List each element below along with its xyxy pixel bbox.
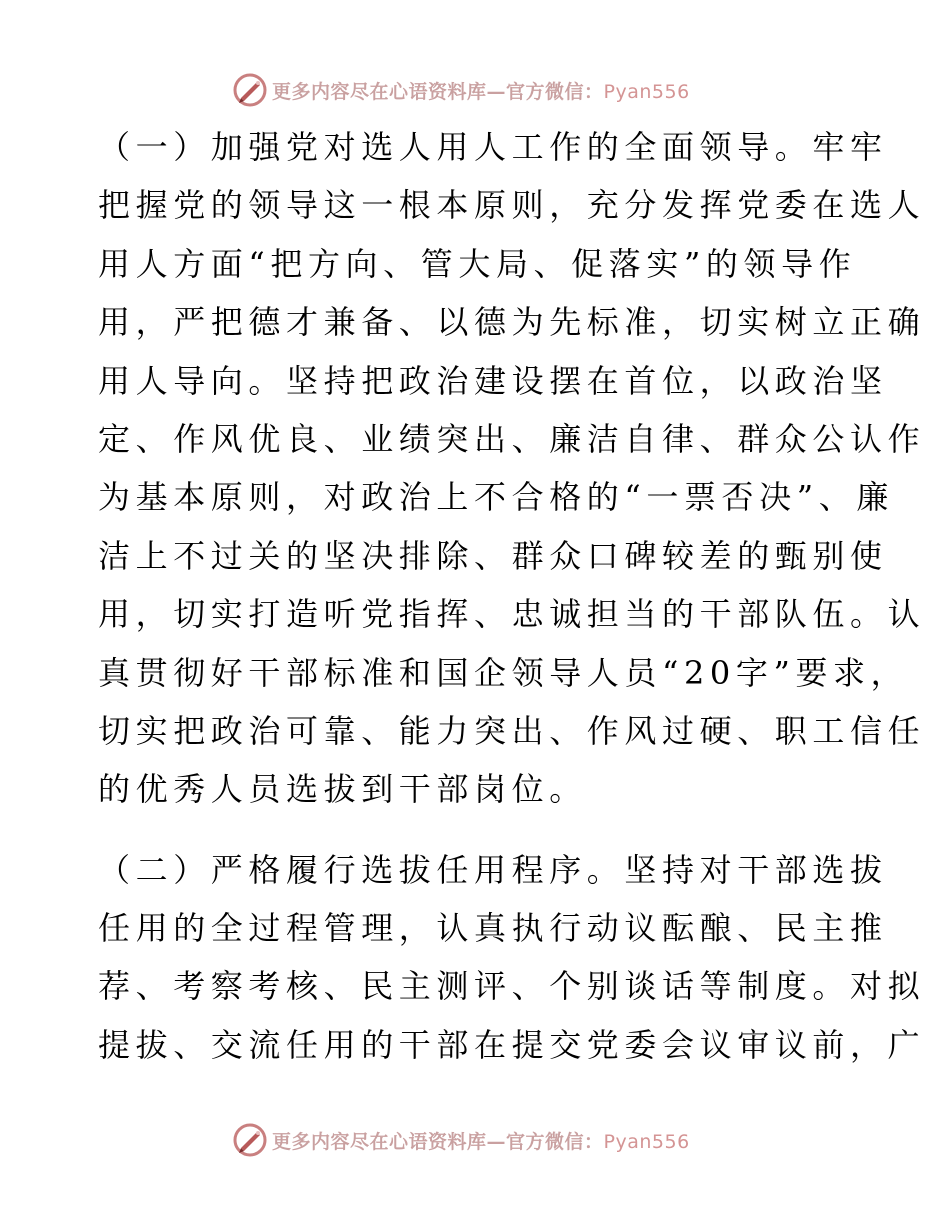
text-line: （一）加强党对选人用人工作的全面领导。牢牢 xyxy=(98,128,888,166)
text-line: 用人导向。坚持把政治建设摆在首位，以政治坚 xyxy=(98,361,888,400)
watermark-banner-bottom xyxy=(232,1120,690,1160)
text-line: 荐、考察考核、民主测评、个别谈话等制度。对拟 xyxy=(98,967,926,1006)
watermark-site-name: 更多内容尽在心语资料库 xyxy=(272,80,487,103)
text-line: 真贯彻好干部标准和国企领导人员“20字”要求， xyxy=(98,653,909,692)
watermark-text xyxy=(272,1127,690,1154)
pen-circle-logo-icon xyxy=(232,72,268,108)
watermark-dash: — xyxy=(486,1130,507,1153)
watermark-account: Pyan556 xyxy=(603,80,690,103)
paragraph-2 xyxy=(98,841,926,1075)
document-body xyxy=(98,118,926,1074)
text-line: 为基本原则，对政治上不合格的“一票否决”、廉 xyxy=(98,478,894,517)
text-line: 的优秀人员选拔到干部岗位。 xyxy=(98,770,587,809)
watermark-text xyxy=(272,77,690,104)
paragraph-1 xyxy=(98,118,926,819)
text-line: 任用的全过程管理，认真执行动议酝酿、民主推 xyxy=(98,909,888,948)
watermark-wechat-label: 官方微信： xyxy=(506,80,604,103)
watermark-dash: — xyxy=(486,80,507,103)
text-line: 用人方面“把方向、管大局、促落实”的领导作 xyxy=(98,244,857,283)
watermark-banner-top xyxy=(232,70,690,110)
text-line: （二）严格履行选拔任用程序。坚持对干部选拔 xyxy=(98,850,888,889)
watermark-account: Pyan556 xyxy=(603,1130,690,1153)
text-line: 切实把政治可靠、能力突出、作风过硬、职工信任 xyxy=(98,711,926,750)
text-line: 用，严把德才兼备、以德为先标准，切实树立正确 xyxy=(98,303,926,342)
text-line: 洁上不过关的坚决排除、群众口碑较差的甄别使 xyxy=(98,536,888,575)
paragraph-spacer xyxy=(98,819,850,841)
text-line: 提拔、交流任用的干部在提交党委会议审议前，广 xyxy=(98,1025,926,1064)
watermark-wechat-label: 官方微信： xyxy=(506,1130,604,1153)
pen-circle-logo-icon xyxy=(232,1122,268,1158)
text-line: 把握党的领导这一根本原则，充分发挥党委在选人 xyxy=(98,186,926,225)
watermark-site-name: 更多内容尽在心语资料库 xyxy=(272,1130,487,1153)
text-line: 用，切实打造听党指挥、忠诚担当的干部队伍。认 xyxy=(98,595,926,634)
text-line: 定、作风优良、业绩突出、廉洁自律、群众公认作 xyxy=(98,419,926,458)
